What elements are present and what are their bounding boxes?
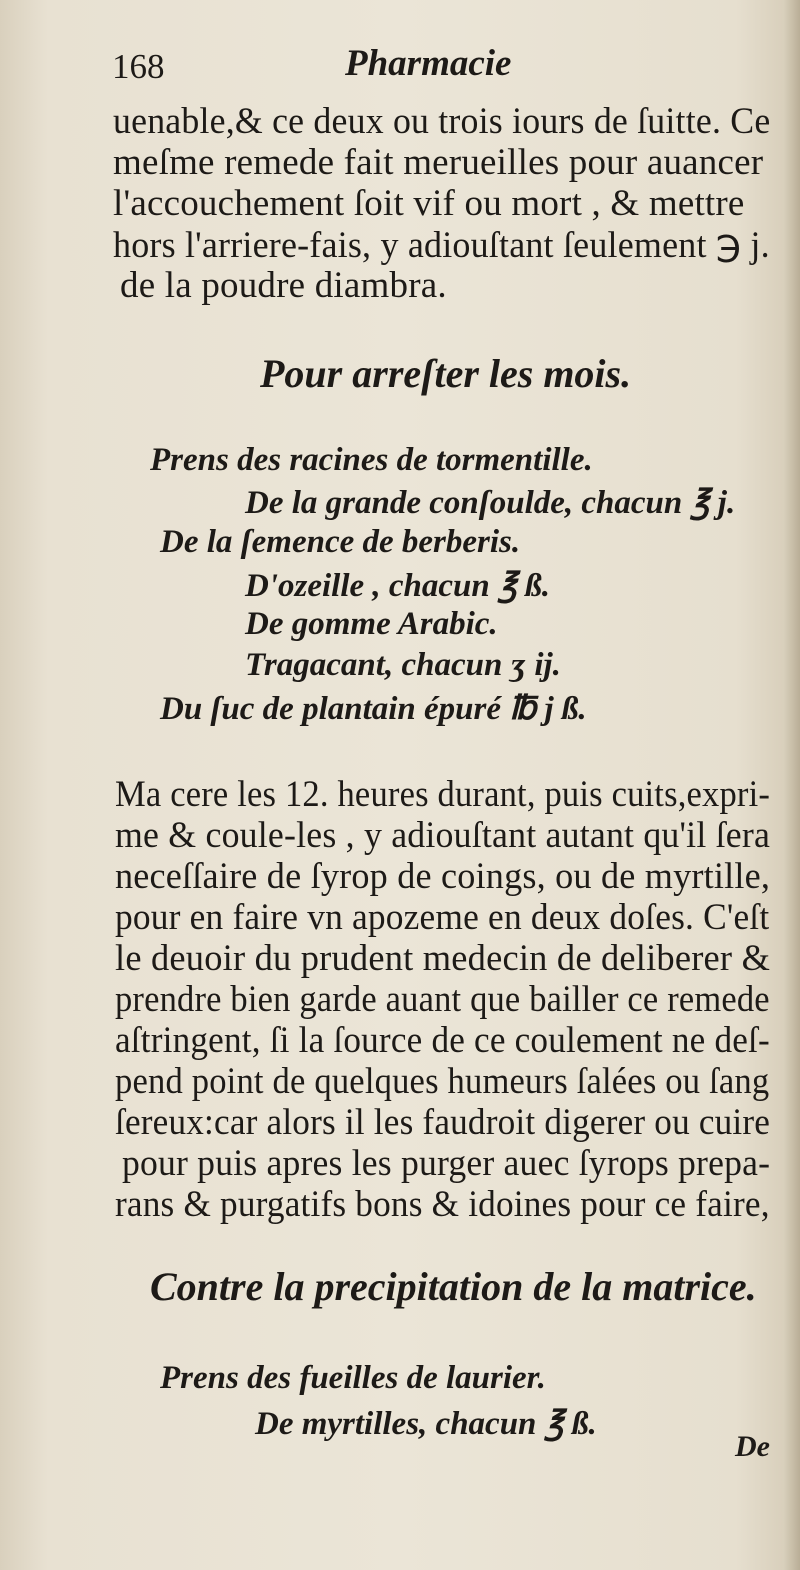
recipe-line: Du ſuc de plantain épuré ℔ j ß. <box>160 691 587 727</box>
text-line: hors l'arriere-fais, y adiouſtant ſeulement ℈ j. <box>113 225 770 266</box>
text-line: pour puis apres les purger auec ſyrops prepa- <box>122 1143 771 1184</box>
text-line: aſtringent, ſi la ſource de ce coulement ne deſ- <box>115 1020 770 1061</box>
text-line: pend point de quelques humeurs ſalées ou ſang <box>115 1061 770 1102</box>
text-line: neceſſaire de ſyrop de coings, ou de myrtille, <box>115 856 771 897</box>
recipe-line: Tragacant, chacun ʒ ij. <box>245 647 561 683</box>
recipe-line: De gomme Arabic. <box>245 606 498 642</box>
text-line: me & coule-les , y adiouſtant autant qu'il ſera <box>115 815 771 856</box>
catchword: De <box>735 1430 770 1463</box>
text-line: meſme remede fait merueilles pour auancer <box>113 142 764 183</box>
text-line: pour en faire vn apozeme en deux doſes. C'eſt <box>115 897 770 938</box>
running-title: Pharmacie <box>345 43 512 84</box>
text-line: ſereux:car alors il les faudroit digerer ou cuire <box>115 1102 771 1143</box>
page-number: 168 <box>112 47 165 86</box>
section-heading: Contre la precipitation de la matrice. <box>150 1264 757 1309</box>
recipe-line: Prens des fueilles de laurier. <box>160 1360 546 1396</box>
recipe-line: D'ozeille , chacun ℥ ß. <box>245 568 551 604</box>
text-line: le deuoir du prudent medecin de deliberer & <box>115 938 771 979</box>
text-line: de la poudre diambra. <box>120 265 447 306</box>
recipe-line: Prens des racines de tormentille. <box>150 442 593 478</box>
text-line: prendre bien garde auant que bailler ce remede <box>115 979 770 1020</box>
text-line: uenable,& ce deux ou trois iours de ſuitte. Ce <box>113 101 771 142</box>
text-line: Ma cere les 12. heures durant, puis cuits,expri- <box>115 774 771 815</box>
text-line: rans & purgatifs bons & idoines pour ce faire, <box>115 1184 770 1225</box>
recipe-line: De myrtilles, chacun ℥ ß. <box>255 1406 597 1442</box>
recipe-line: De la ſemence de berberis. <box>160 524 521 560</box>
recipe-line: De la grande conſoulde, chacun ℥ j. <box>245 485 736 521</box>
section-heading: Pour arreſter les mois. <box>260 351 632 396</box>
text-line: l'accouchement ſoit vif ou mort , & mettre <box>113 183 745 224</box>
page-edge-shadow <box>784 0 800 1570</box>
